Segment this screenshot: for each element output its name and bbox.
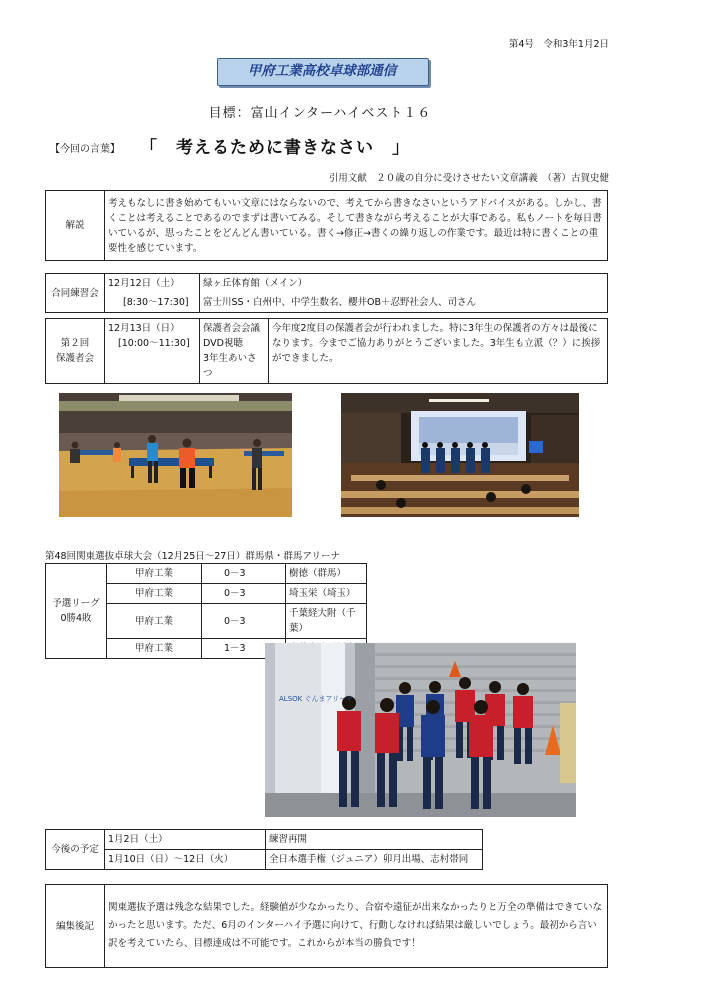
group-label: [46, 564, 107, 659]
parents-meeting-table: [45, 318, 608, 384]
schedule-table: [45, 829, 483, 870]
parents-label-line1: 第２回: [60, 338, 90, 349]
goal-line: 目標：富山インターハイベスト１６: [208, 106, 432, 121]
quote-source: 引用文献 ２０歳の自分に受けさせたい文章講義 （著）古賀史健: [328, 173, 609, 184]
commentary-table: [45, 190, 608, 261]
arena-sign: ALSOK ぐんまアリーナ: [279, 695, 354, 703]
meeting-photo: [341, 393, 579, 517]
postscript-table: [45, 884, 608, 968]
featured-word: 「 考えるために書きなさい 」: [140, 138, 410, 158]
postscript-label: 編集後記: [46, 885, 105, 968]
practice-participants: 富士川SS・白州中、中学生数名、櫻井OB＋忍野社会人、司さん: [200, 293, 608, 313]
parents-label-line2: 保護者会: [55, 353, 94, 364]
commentary-label: 解説: [46, 191, 105, 261]
title-banner: [213, 56, 431, 88]
word-label: 【今回の言葉】: [50, 144, 120, 155]
agenda-item: 保護者会会議: [203, 323, 261, 334]
match-team: 甲府工業: [107, 604, 202, 639]
match-opponent: 埼玉栄（埼玉）: [286, 584, 367, 604]
schedule-event: 全日本選手権（ジュニア）卯月出場、志村帯同: [266, 850, 483, 870]
group-label-line1: 予選リーグ: [52, 598, 100, 609]
tournament-title: 第48回関東選抜卓球大会（12月25日～27日）群馬県・群馬アリーナ: [45, 551, 340, 562]
parents-meeting-label: [46, 319, 105, 384]
practice-venue: 緑ヶ丘体育館（メイン）: [200, 274, 608, 294]
practice-photo: [59, 393, 292, 517]
match-team: 甲府工業: [107, 639, 202, 659]
practice-table: [45, 273, 608, 313]
group-label-line2: 0勝4敗: [60, 613, 92, 624]
schedule-date: 1月2日（土）: [105, 830, 266, 850]
match-score: 0－3: [202, 564, 286, 584]
schedule-label: 今後の予定: [46, 830, 105, 870]
match-score: 0－3: [202, 604, 286, 639]
parents-meeting-date: 12月13日（日）: [108, 323, 180, 334]
agenda-item: DVD視聴: [203, 338, 243, 349]
commentary-text: 考えもなしに書き始めてもいい文章にはならないので、考えてから書きなさいというアドバイスがある。しかし、書くことは考えることであるのでまずは書いてみる。そして書きながら考えることが大事である。私もノートを毎日書いているが、思ったことをどんどん書いている。書く→修正→書くの繰り返しの作業です。最近は特に書くことの重要性を感じています。: [105, 191, 608, 261]
match-score: 0－3: [202, 584, 286, 604]
match-team: 甲府工業: [107, 564, 202, 584]
parents-meeting-time: [10:00～11:30]: [118, 338, 190, 349]
practice-date: 12月12日（土）: [105, 274, 200, 294]
banner-title: 甲府工業高校卓球部通信: [247, 63, 397, 79]
postscript-text: 関東選抜予選は残念な結果でした。経験値が少なかったり、合宿や遠征が出来なかったりと万全の準備はできていなかったと思います。ただ、6月のインターハイ予選に向けて、行動しなければ結果は厳しいでしょう。最初から言い訳を考えていたら、目標達成は不可能です。これからが本当の勝負です！: [105, 885, 608, 968]
parents-meeting-datetime: [105, 319, 200, 384]
parents-meeting-items: [200, 319, 269, 384]
match-opponent: 樹徳（群馬）: [286, 564, 367, 584]
schedule-date: 1月10日（日）～12日（火）: [105, 850, 266, 870]
agenda-item: 3年生あいさつ: [203, 353, 257, 379]
match-team: 甲府工業: [107, 584, 202, 604]
team-photo: [265, 643, 576, 817]
issue-info: 第4号 令和3年1月2日: [508, 39, 609, 50]
practice-label: 合同練習会: [46, 274, 105, 313]
match-score: 1－3: [202, 639, 286, 659]
practice-time: [8:30～17:30]: [105, 293, 200, 313]
match-opponent: 千葉経大附（千葉）: [286, 604, 367, 639]
schedule-event: 練習再開: [266, 830, 483, 850]
parents-meeting-text: 今年度2度目の保護者会が行われました。特に3年生の保護者の方々は最後になります。今までご協力ありがとうございました。3年生も立派（？）に挨拶ができました。: [269, 319, 608, 384]
